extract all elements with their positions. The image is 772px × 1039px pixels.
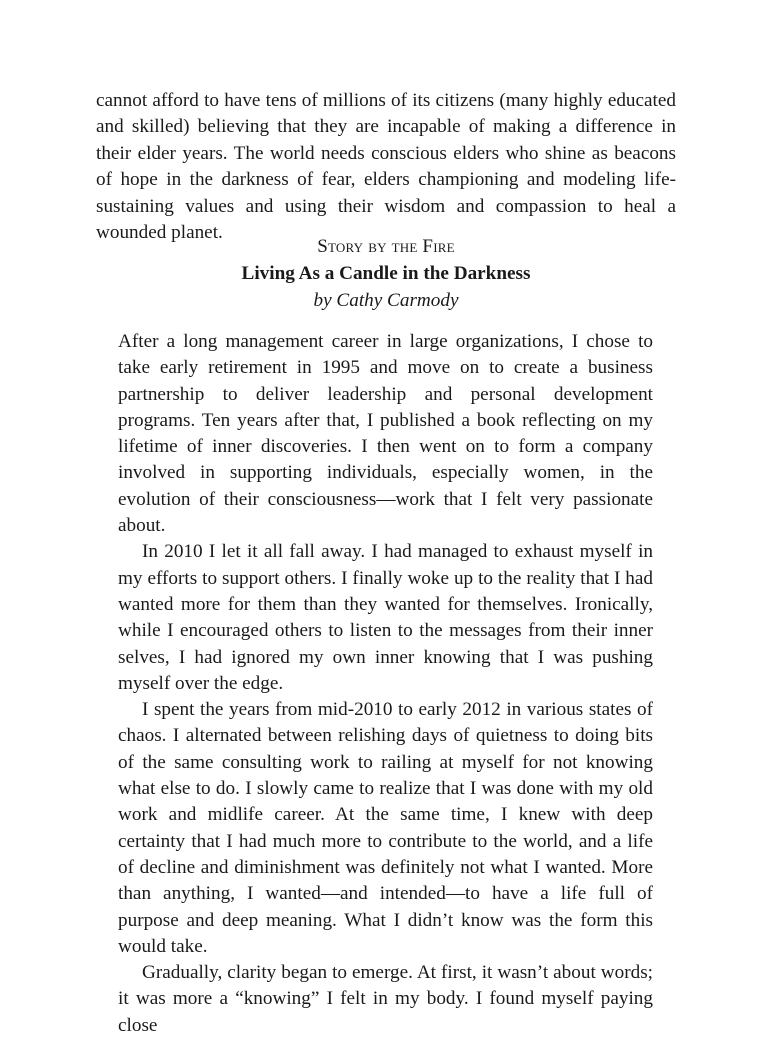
story-body <box>118 329 653 1039</box>
story-paragraph: After a long management career in large organizations, I chose to take early retirement in 1995 and move on to create a business partnership to deliver leadership and personal development programs. Ten years after that, I published a book reflecting on my lifetime of inner discoveries. I then went on to form a company involved in supporting individuals, especially women, in the evolution of their consciousness—work that I felt very passionate about. <box>118 331 653 537</box>
story-paragraph: I spent the years from mid-2010 to early 2012 in various states of chaos. I alternated between relishing days of quietness to doing bits of the same consulting work to railing at myself for not knowing what else to do. I slowly came to realize that I was done with my old work and midlife career. At the same time, I knew with deep certainty that I had much more to contribute to the world, and a life of decline and diminishment was definitely not what I wanted. More than anything, I wanted—and intended—to have a life full of purpose and deep meaning. What I didn’t know was the form this would take. <box>118 699 653 957</box>
story-byline: by Cathy Carmody <box>313 290 459 311</box>
section-label: Story by the Fire <box>317 236 455 257</box>
story-paragraph: In 2010 I let it all fall away. I had managed to exhaust myself in my efforts to support others. I finally woke up to the reality that I had wanted more for them than they wanted for themselves. Ironically, while I encouraged others to listen to the messages from their inner selves, I had ignored my own inner knowing that I was pushing myself over the edge. <box>118 541 653 694</box>
opening-paragraph: cannot afford to have tens of millions of its citizens (many highly educated and skilled) believing that they are incapable of making a difference in their elder years. The world needs conscious elders who shine as beacons of hope in the darkness of fear, elders championing and modeling life-sustaining values and using their wisdom and compassion to heal a wounded planet. <box>96 90 676 244</box>
story-paragraph: Gradually, clarity began to emerge. At first, it wasn’t about words; it was more a “knowing” I felt in my body. I found myself paying close <box>118 962 653 1036</box>
story-header <box>0 233 772 314</box>
story-title: Living As a Candle in the Darkness <box>241 263 531 284</box>
